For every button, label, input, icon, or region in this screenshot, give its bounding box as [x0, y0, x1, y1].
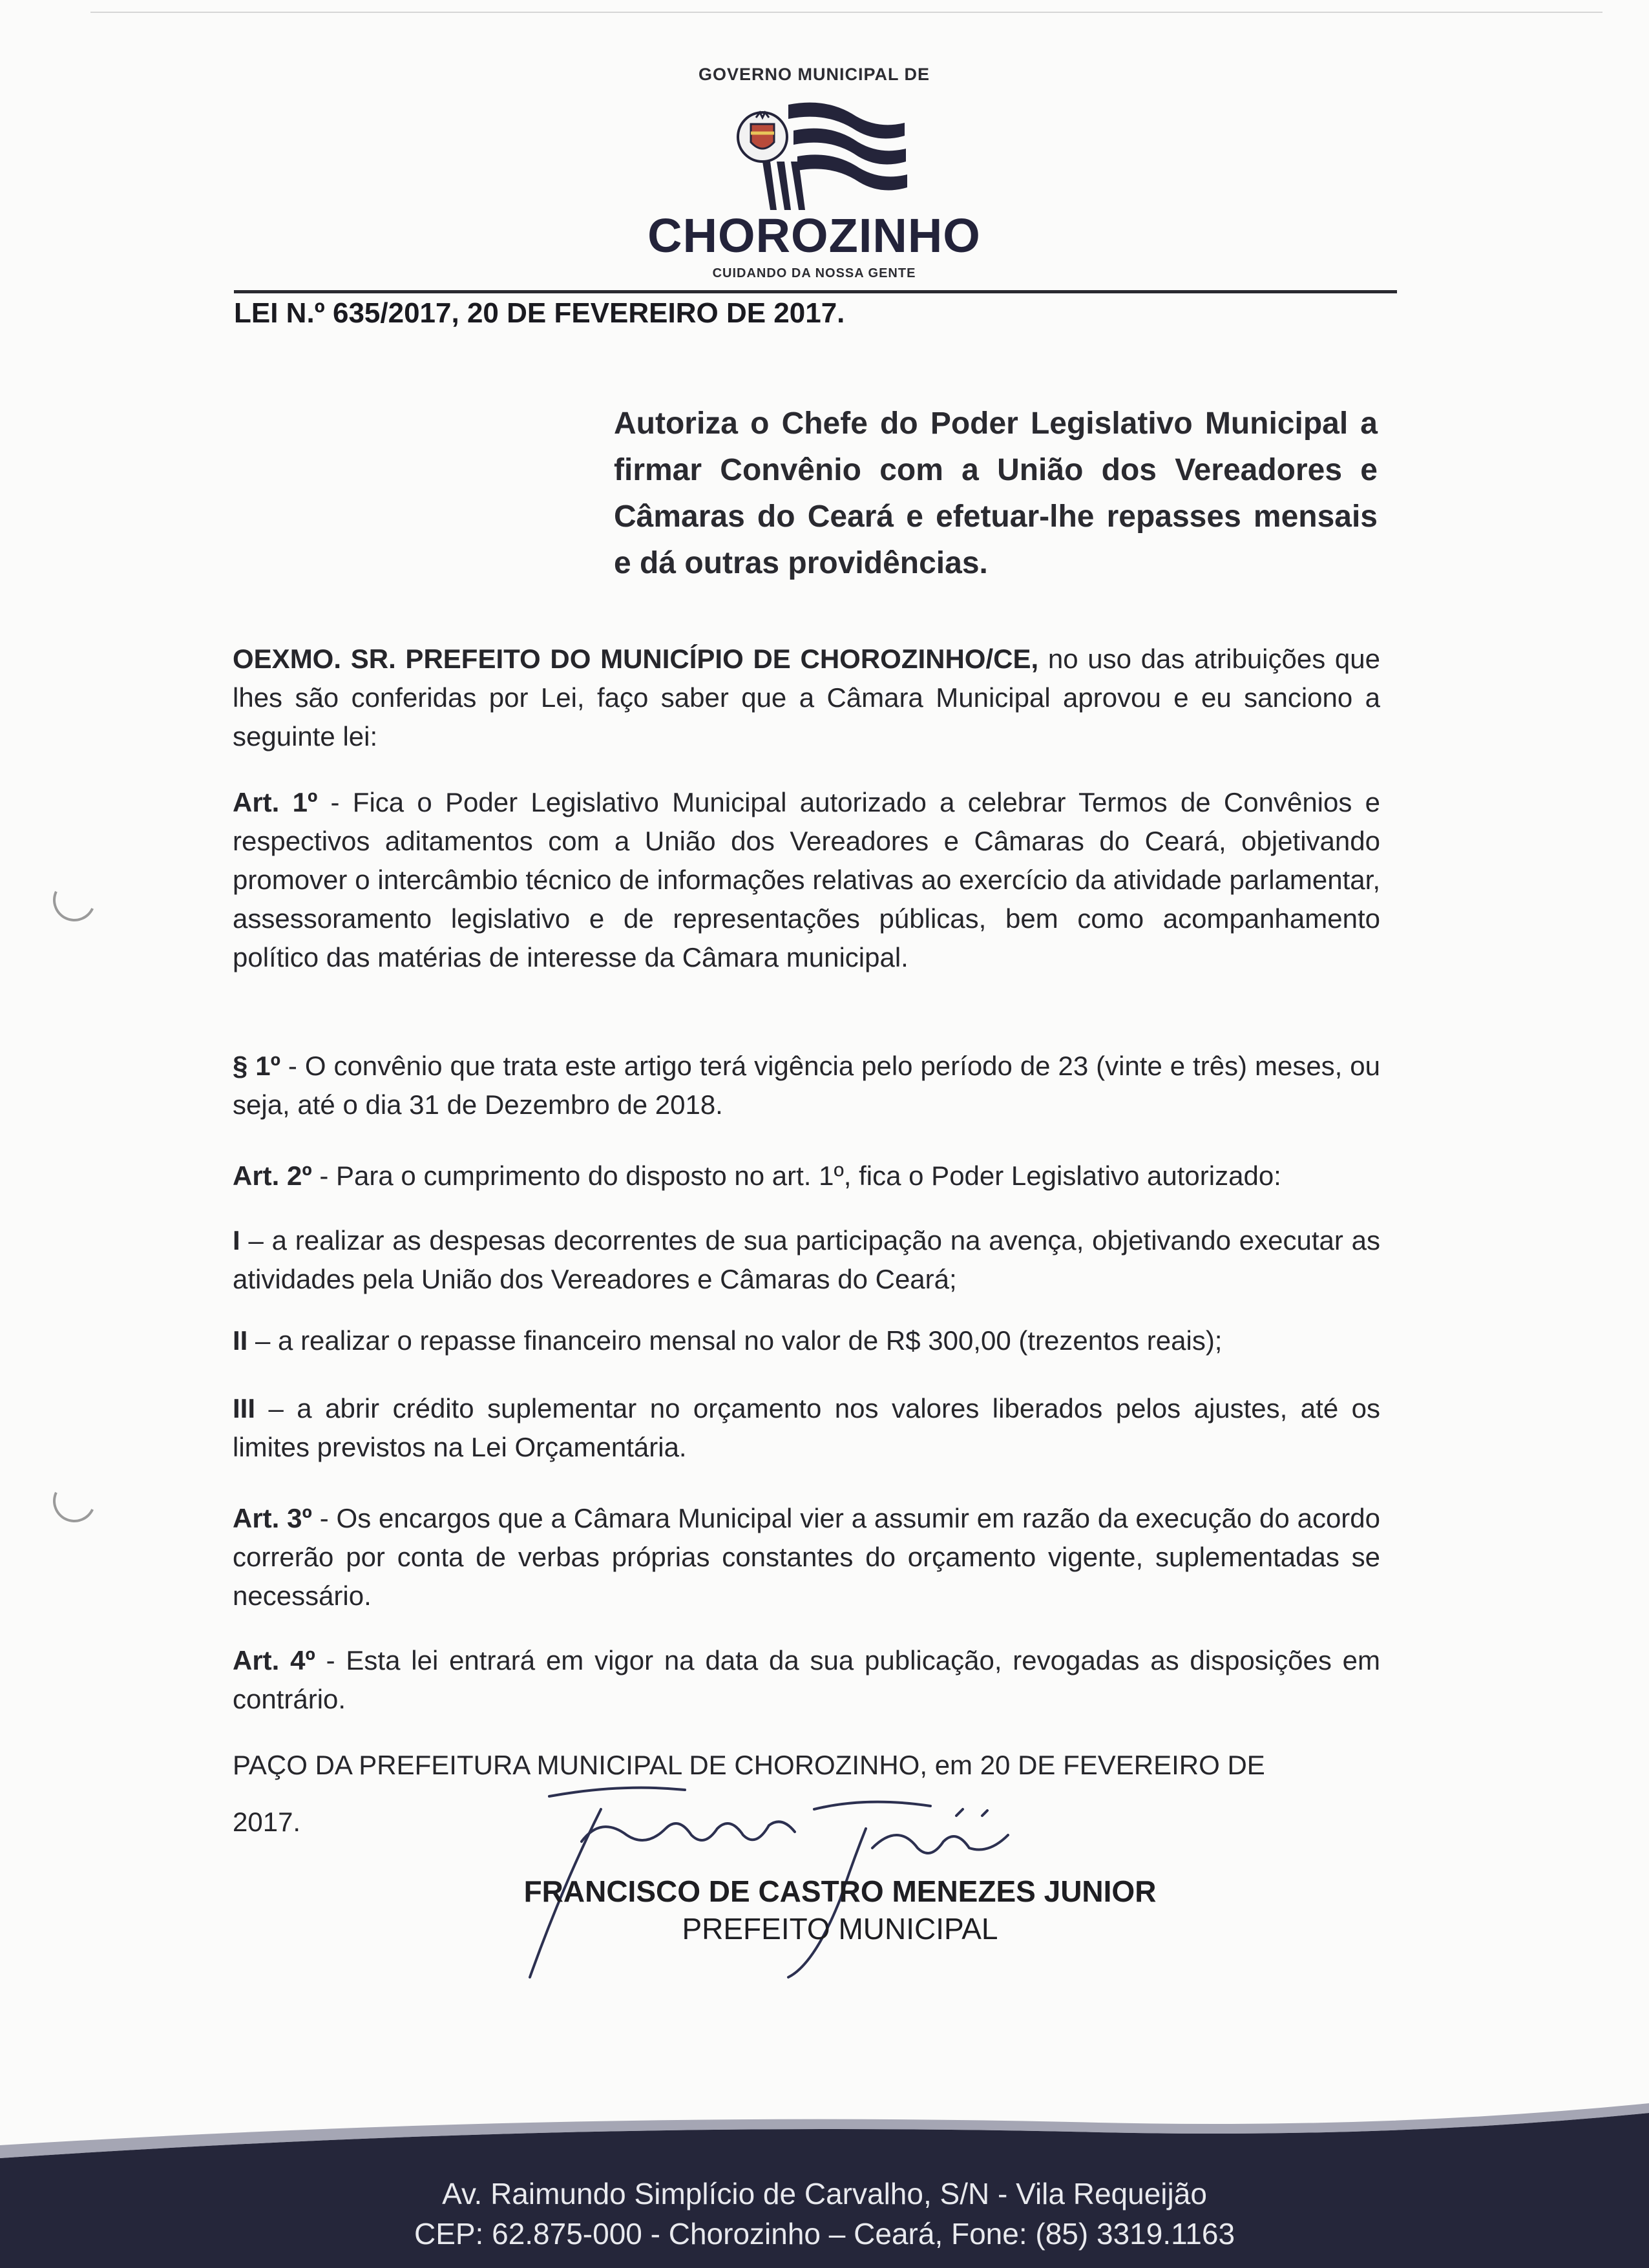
closing-year: 2017. — [233, 1807, 301, 1837]
article-3-label: Art. 3º — [233, 1503, 312, 1533]
item-iii-text: – a abrir crédito suplementar no orçamento nos valores liberados pelos ajustes, até os limites previstos na Lei Orçamentária. — [233, 1393, 1380, 1462]
footer-address: Av. Raimundo Simplício de Carvalho, S/N - Vila Requeijão — [442, 2177, 1207, 2210]
government-label: GOVERNO MUNICIPAL DE — [698, 65, 930, 84]
item-i — [233, 1221, 1380, 1299]
article-4 — [233, 1641, 1380, 1719]
item-iii-label: III — [233, 1393, 256, 1423]
paragraph-1 — [233, 1047, 1380, 1124]
article-4-label: Art. 4º — [233, 1645, 315, 1675]
scan-page-edge — [90, 12, 1602, 13]
article-1-label: Art. 1º — [233, 787, 318, 817]
closing-place-date: PAÇO DA PREFEITURA MUNICIPAL DE CHOROZINHO, em 20 DE FEVEREIRO DE — [233, 1750, 1265, 1780]
city-name-wordmark: CHOROZINHO — [647, 209, 981, 262]
article-3 — [233, 1499, 1380, 1615]
item-i-label: I — [233, 1225, 240, 1255]
slogan: CUIDANDO DA NOSSA GENTE — [712, 266, 916, 280]
preamble-paragraph — [233, 640, 1380, 756]
item-iii — [233, 1389, 1380, 1467]
article-1 — [233, 783, 1380, 977]
footer-contact: CEP: 62.875-000 - Chorozinho – Ceará, Fone: (85) 3319.1163 — [414, 2217, 1235, 2251]
article-1-text: - Fica o Poder Legislativo Municipal autorizado a celebrar Termos de Convênios e respectivos aditamentos com a União dos Vereadores e Câmaras do Ceará, objetivando promover o intercâmbio técnico de informações relativas ao exercício da atividade parlamentar, assessoramento legislativo e de representações públicas, bem como acompanhamento político das matérias de interesse da Câmara municipal. — [233, 787, 1380, 972]
law-number-heading: LEI N.º 635/2017, 20 DE FEVEREIRO DE 2017. — [234, 297, 845, 329]
paragraph-1-text: - O convênio que trata este artigo terá vigência pelo período de 23 (vinte e três) meses, ou seja, até o dia 31 de Dezembro de 2018. — [233, 1051, 1380, 1120]
article-3-text: - Os encargos que a Câmara Municipal vier a assumir em razão da execução do acordo correrão por conta de verbas próprias constantes do orçamento vigente, suplementadas se necessário. — [233, 1503, 1381, 1611]
preamble-lead: OEXMO. SR. PREFEITO DO MUNICÍPIO DE CHOROZINHO/CE, — [233, 644, 1039, 674]
article-2 — [233, 1157, 1380, 1195]
punch-hole-mark — [47, 1474, 102, 1529]
signer-name: FRANCISCO DE CASTRO MENEZES JUNIOR — [523, 1874, 1157, 1908]
paragraph-1-label: § 1º — [233, 1051, 280, 1081]
preamble-text: no uso das atribuições que lhes são conferidas por Lei, faço saber que a Câmara Municipal aprovou e eu sanciono a seguinte lei: — [233, 644, 1380, 751]
punch-hole-mark — [47, 873, 102, 928]
item-i-text: – a realizar as despesas decorrentes de sua participação na avença, objetivando executar as atividades pela União dos Vereadores e Câmaras do Ceará; — [233, 1225, 1380, 1294]
municipal-flag-logo-icon — [717, 90, 911, 220]
item-ii — [233, 1321, 1380, 1360]
item-ii-text: – a realizar o repasse financeiro mensal no valor de R$ 300,00 (trezentos reais); — [247, 1325, 1223, 1356]
article-2-label: Art. 2º — [233, 1160, 312, 1191]
header-divider — [234, 290, 1397, 293]
law-summary: Autoriza o Chefe do Poder Legislativo Municipal a firmar Convênio com a União dos Vereadores e Câmaras do Ceará e efetuar-lhe repasses mensais e dá outras providências. — [614, 406, 1378, 580]
item-ii-label: II — [233, 1325, 248, 1356]
article-4-text: - Esta lei entrará em vigor na data da sua publicação, revogadas as disposições em contrário. — [233, 1645, 1380, 1714]
article-2-text: - Para o cumprimento do disposto no art. 1º, fica o Poder Legislativo autorizado: — [311, 1160, 1281, 1191]
signer-title: PREFEITO MUNICIPAL — [682, 1912, 998, 1946]
